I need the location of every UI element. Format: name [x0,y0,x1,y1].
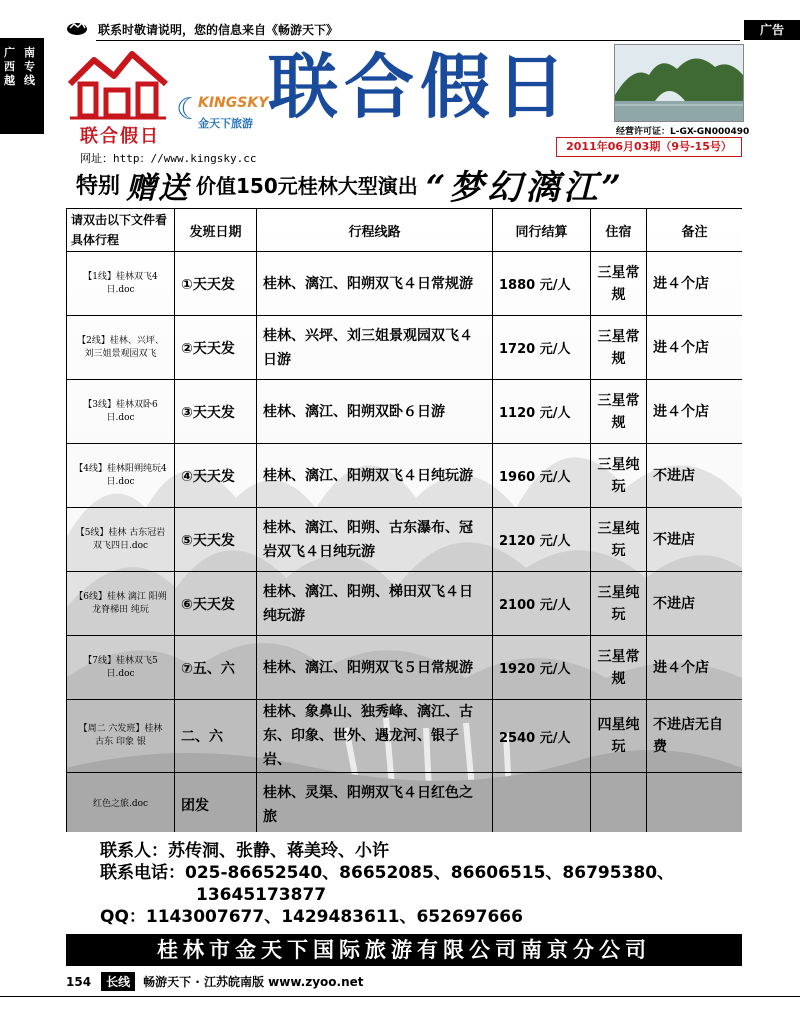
hotel: 三星纯玩 [591,508,647,572]
price: 1720 元/人 [493,316,591,380]
promo-banner [76,160,625,208]
departure-date: ⑤天天发 [175,508,257,572]
file-link[interactable]: 【5线】桂林 古东冠岩双飞四日.doc [67,508,175,572]
kingsky-logo [176,92,269,135]
tour-table [66,208,742,832]
source-notice: 联系时敬请说明，您的信息来自《畅游天下》 [98,23,339,37]
contact-info [100,840,674,928]
footer-divider [0,996,800,997]
promo-part-2: 赠送 [126,170,191,206]
brand-logo-text: 联合假日 [80,126,160,147]
kingsky-swoosh-icon: ☾ [176,92,203,127]
table-row [67,572,743,636]
header-price: 同行结算 [493,209,591,252]
departure-date: ⑥天天发 [175,572,257,636]
header-file: 请双击以下文件看具体行程 [67,209,175,252]
file-link[interactable]: 【周二 六发班】桂林 古东 印象 银 [67,700,175,773]
note: 进４个店 [647,316,743,380]
kingsky-cn-name: 金天下旅游 [198,117,253,130]
magazine-logo-icon [66,20,88,36]
file-link[interactable]: 【6线】桂林 漓江 阳朔 龙脊梯田 纯玩 [67,572,175,636]
hotel: 三星常规 [591,636,647,700]
top-header-strip [0,18,800,42]
note: 不进店 [647,572,743,636]
price: 1920 元/人 [493,636,591,700]
route: 桂林、象鼻山、独秀峰、漓江、古东、印象、世外、遇龙河、银子岩、 [257,700,493,773]
ad-label: 广告 [744,20,800,40]
page-footer [66,972,364,992]
header-date: 发班日期 [175,209,257,252]
hotel: 三星常规 [591,252,647,316]
route: 桂林、漓江、阳朔双卧６日游 [257,380,493,444]
route: 桂林、兴坪、刘三姐景观园双飞４日游 [257,316,493,380]
website-url: 网址：http：//www.kingsky.cc [80,152,257,165]
departure-date: 团发 [175,773,257,833]
hotel [591,773,647,833]
promo-part-1: 特别 [76,174,121,199]
promo-part-3: 价值150元桂林大型演出 [196,174,418,198]
license-number: 经营许可证：L-GX-GN000490 [616,127,750,137]
file-link[interactable]: 【4线】桂林阳朔纯玩4日.doc [67,444,175,508]
section-badge: 长线 [101,972,135,991]
hotel: 三星常规 [591,380,647,444]
departure-date: ①天天发 [175,252,257,316]
guilin-landscape-image [614,44,744,122]
price: 1120 元/人 [493,380,591,444]
table-row [67,252,743,316]
tour-table-container [66,208,742,832]
price: 1960 元/人 [493,444,591,508]
file-link[interactable]: 红色之旅.doc [67,773,175,833]
footer-text: 畅游天下 · 江苏皖南版 www.zyoo.net [143,975,364,989]
table-row [67,444,743,508]
price [493,773,591,833]
price: 2100 元/人 [493,572,591,636]
route: 桂林、漓江、阳朔、梯田双飞４日纯玩游 [257,572,493,636]
table-row [67,316,743,380]
departure-date: ②天天发 [175,316,257,380]
note [647,773,743,833]
departure-date: ③天天发 [175,380,257,444]
note: 不进店无自费 [647,700,743,773]
page-title: 联合假日 [268,45,572,128]
price: 1880 元/人 [493,252,591,316]
promo-part-4: “梦幻漓江” [425,168,625,208]
file-link[interactable]: 【7线】桂林双飞5日.doc [67,636,175,700]
price: 2120 元/人 [493,508,591,572]
route: 桂林、灵渠、阳朔双飞４日红色之旅 [257,773,493,833]
table-row [67,508,743,572]
note: 进４个店 [647,252,743,316]
route: 桂林、漓江、阳朔、古东瀑布、冠岩双飞４日纯玩游 [257,508,493,572]
issue-date: 2011年06月03期（9号-15号） [556,137,742,157]
table-row [67,636,743,700]
side-category-tab [0,38,44,134]
file-link[interactable]: 【3线】桂林双卧6日.doc [67,380,175,444]
contact-qq: QQ：1143007677、1429483611、652697666 [100,907,523,927]
side-tab-col-2: 南专线 [24,46,35,87]
route: 桂林、漓江、阳朔双飞４日常规游 [257,252,493,316]
file-link[interactable]: 【1线】桂林双飞4日.doc [67,252,175,316]
table-row [67,700,743,773]
header-hotel: 住宿 [591,209,647,252]
contact-phone: 联系电话：025-86652540、86652085、86606515、86795380、 [100,863,675,883]
route: 桂林、漓江、阳朔双飞４日纯玩游 [257,444,493,508]
table-row [67,380,743,444]
hotel: 四星纯玩 [591,700,647,773]
side-tab-col-1: 广西越 [4,46,15,87]
company-name-banner: 桂林市金天下国际旅游有限公司南京分公司 [66,934,742,966]
header-route: 行程线路 [257,209,493,252]
header-divider [96,40,740,41]
hotel: 三星纯玩 [591,444,647,508]
header-note: 备注 [647,209,743,252]
table-row [67,773,743,833]
departure-date: 二、六 [175,700,257,773]
note: 进４个店 [647,636,743,700]
departure-date: ⑦五、六 [175,636,257,700]
table-header-row [67,209,743,252]
note: 不进店 [647,508,743,572]
contact-phone-mobile: 13645173877 [196,885,327,905]
file-link[interactable]: 【2线】桂林、兴坪、刘三姐景观园双飞 [67,316,175,380]
hotel: 三星常规 [591,316,647,380]
hotel: 三星纯玩 [591,572,647,636]
note: 进４个店 [647,380,743,444]
contact-people: 联系人：苏传洞、张静、蒋美玲、小许 [100,841,389,861]
price: 2540 元/人 [493,700,591,773]
page-number: 154 [66,975,92,989]
route: 桂林、漓江、阳朔双飞５日常规游 [257,636,493,700]
departure-date: ④天天发 [175,444,257,508]
kingsky-name: KINGSKY [198,95,269,111]
note: 不进店 [647,444,743,508]
